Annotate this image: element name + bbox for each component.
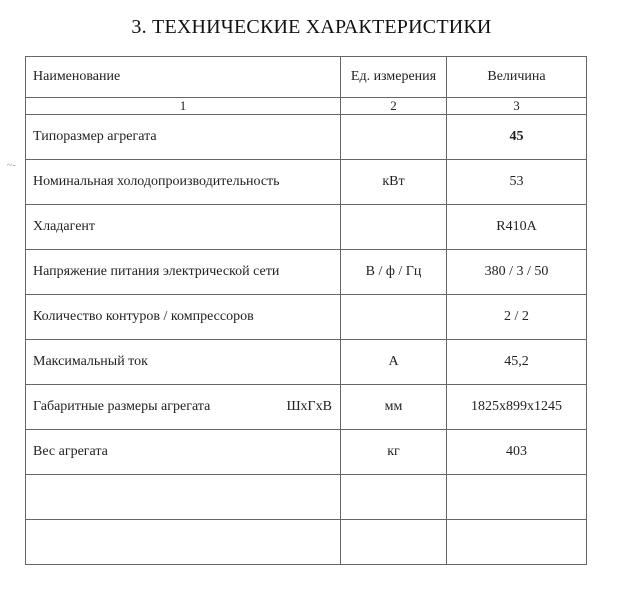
header-value: Величина [447, 57, 587, 98]
table-row [26, 205, 587, 250]
empty-cell [26, 475, 341, 520]
table-row [26, 385, 587, 430]
row-value: 1825x899x1245 [447, 385, 587, 430]
row-unit: А [341, 340, 447, 385]
column-number-row [26, 98, 587, 115]
table-row [26, 160, 587, 205]
row-name: Вес агрегата [26, 430, 341, 475]
page-title: 3. ТЕХНИЧЕСКИЕ ХАРАКТЕРИСТИКИ [131, 16, 492, 38]
column-number-3: 3 [447, 98, 587, 115]
column-number-1: 1 [26, 98, 341, 115]
table-row [26, 115, 587, 160]
row-name: Напряжение питания электрической сети [26, 250, 341, 295]
row-name: Количество контуров / компрессоров [26, 295, 341, 340]
column-number-2: 2 [341, 98, 447, 115]
row-name-suffix: ШхГхВ [286, 399, 332, 414]
empty-cell [26, 520, 341, 565]
margin-mark: ~- [7, 160, 16, 171]
empty-cell [447, 520, 587, 565]
empty-cell [341, 475, 447, 520]
row-value: R410A [447, 205, 587, 250]
header-unit: Ед. измерения [341, 57, 447, 98]
row-name: Хладагент [26, 205, 341, 250]
table-row [26, 250, 587, 295]
table-header-row [26, 57, 587, 98]
specifications-table [25, 56, 587, 565]
row-name: Габаритные размеры агрегата [33, 399, 211, 414]
row-value: 45,2 [447, 340, 587, 385]
table-row [26, 295, 587, 340]
empty-cell [447, 475, 587, 520]
row-value: 2 / 2 [447, 295, 587, 340]
row-name: Номинальная холодопроизводительность [26, 160, 341, 205]
row-value: 380 / 3 / 50 [447, 250, 587, 295]
row-unit [341, 295, 447, 340]
empty-table-row [26, 520, 587, 565]
row-name-wrap [33, 399, 340, 415]
row-value: 45 [447, 115, 587, 160]
row-name: Типоразмер агрегата [26, 115, 341, 160]
row-unit [341, 115, 447, 160]
table-row [26, 340, 587, 385]
table-row [26, 430, 587, 475]
row-name: Максимальный ток [26, 340, 341, 385]
empty-table-row [26, 475, 587, 520]
header-name: Наименование [26, 57, 341, 98]
row-unit [341, 205, 447, 250]
row-unit: мм [341, 385, 447, 430]
row-unit: В / ф / Гц [341, 250, 447, 295]
row-value: 403 [447, 430, 587, 475]
row-value: 53 [447, 160, 587, 205]
empty-cell [341, 520, 447, 565]
row-name-cell [26, 385, 341, 430]
row-unit: кВт [341, 160, 447, 205]
row-unit: кг [341, 430, 447, 475]
